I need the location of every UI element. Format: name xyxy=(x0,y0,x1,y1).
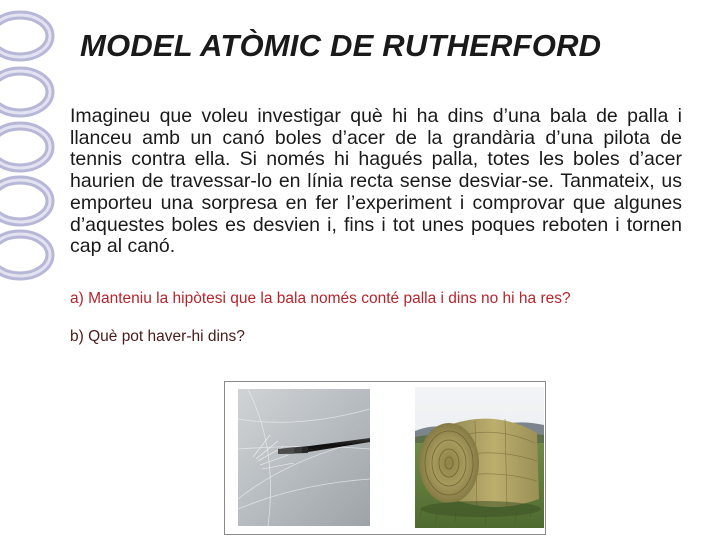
hay-bale-photo xyxy=(415,387,544,528)
body-paragraph: Imagineu que voleu investigar què hi ha dins d’una bala de palla i llanceu amb un canó boles d’acer de la grandària d’una pilota de tennis contra ella. Si només hi hagués palla, totes les boles d’acer haurien de travessar-lo en línia recta sense desviar-se. Tanmateix, us emporteu una sorpresa en fer l’experiment i comprovar que algunes d’aquestes boles es desvien i, fins i tot unes poques reboten i tornen cap al canó. xyxy=(70,105,682,258)
photo-frame xyxy=(224,381,546,535)
bullet-photo xyxy=(238,389,370,526)
question-a: a) Manteniu la hipòtesi que la bala només conté palla i dins no hi ha res? xyxy=(70,290,571,307)
question-b: b) Què pot haver-hi dins? xyxy=(70,328,245,345)
slide-title: MODEL ATÒMIC DE RUTHERFORD xyxy=(80,28,602,63)
